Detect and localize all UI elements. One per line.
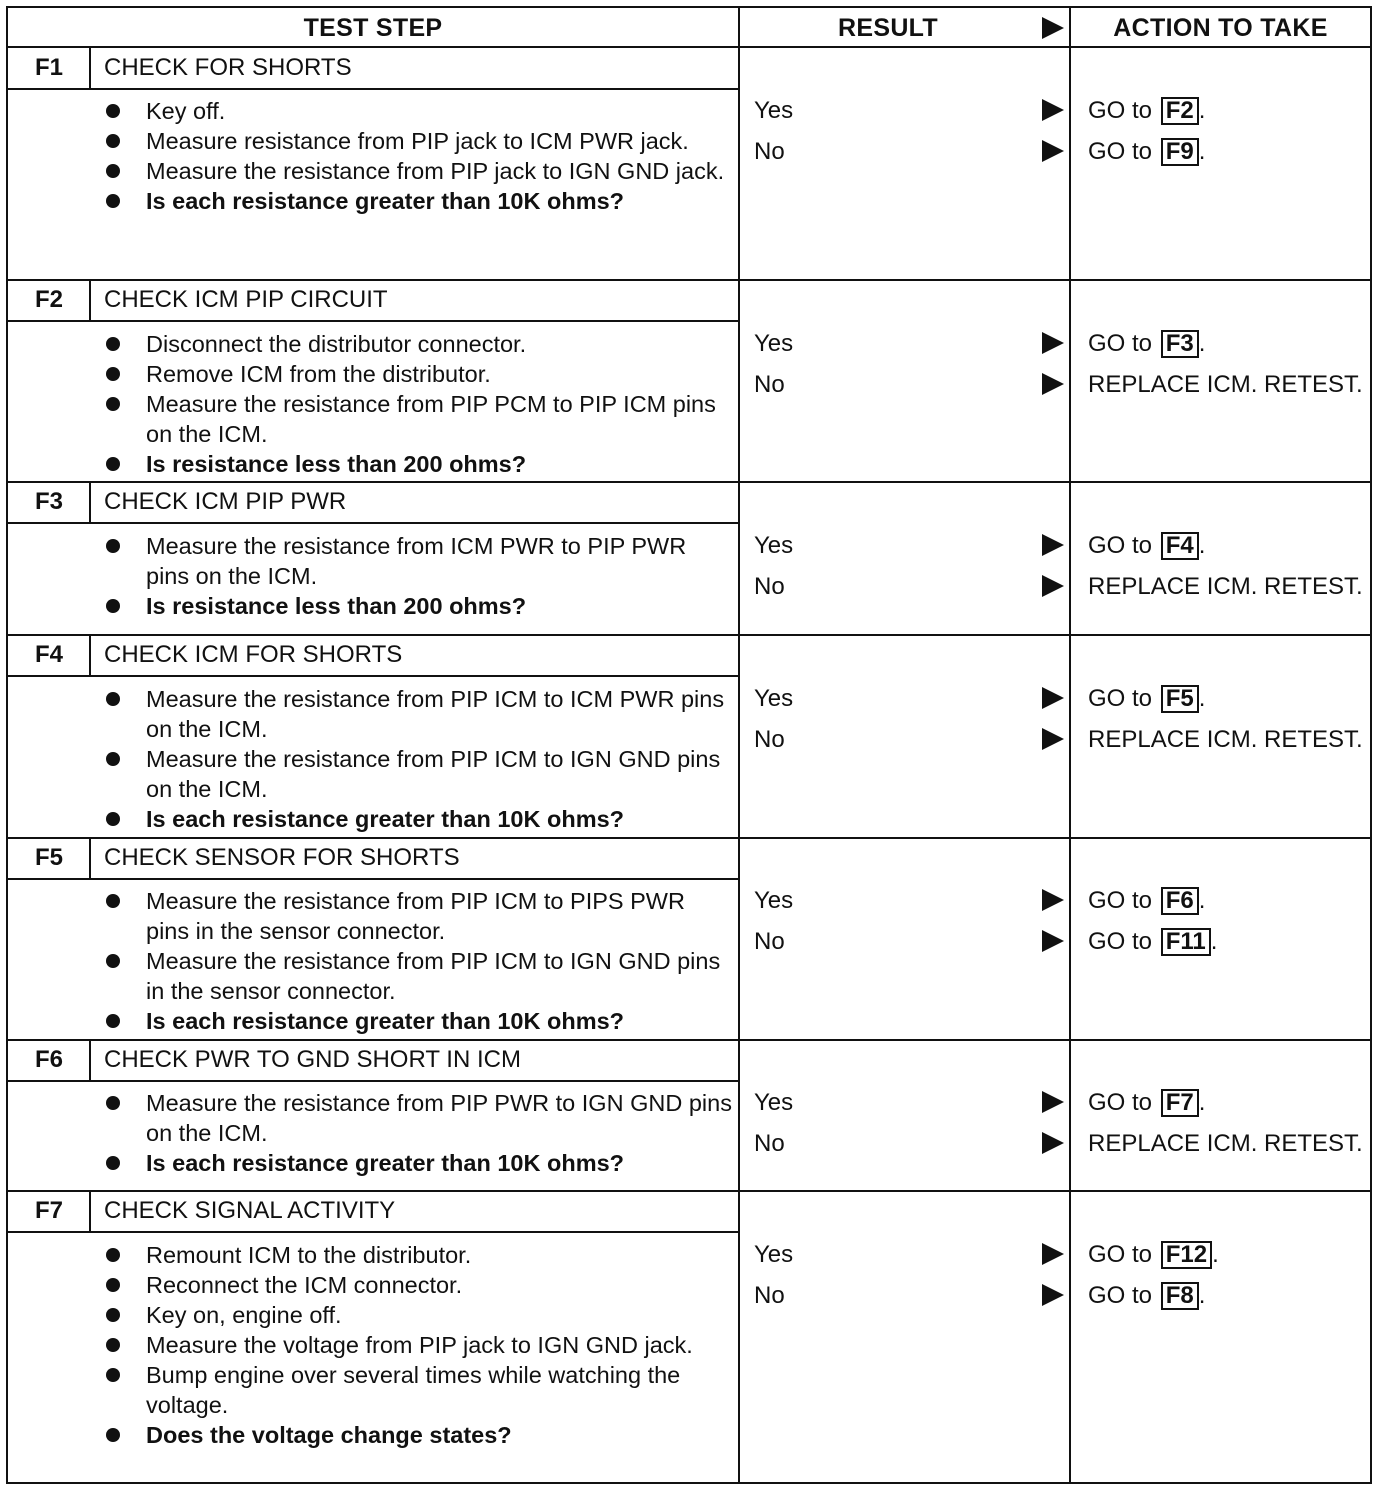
step-reference-link[interactable]: F4: [1161, 532, 1199, 560]
arrow-right-icon: [1042, 728, 1064, 750]
action-goto[interactable]: [1088, 137, 1368, 167]
step-instruction-text: Key off.: [146, 98, 226, 124]
action-replace: [1088, 1129, 1368, 1159]
step-title: CHECK PWR TO GND SHORT IN ICM: [104, 1046, 521, 1073]
step-instruction: [102, 1330, 732, 1360]
action-suffix: .: [1198, 330, 1206, 357]
action-goto[interactable]: [1088, 1088, 1368, 1118]
result-yes: Yes: [754, 1089, 794, 1116]
result-yes: Yes: [754, 1241, 794, 1268]
step-instruction-text: Is resistance less than 200 ohms?: [146, 451, 527, 477]
step-instruction-text: Bump engine over several times while watching the voltage.: [146, 1362, 681, 1418]
action-suffix: .: [1198, 1089, 1206, 1116]
step-instruction-text: Measure the resistance from PIP ICM to PIPS PWR pins in the sensor connector.: [146, 888, 685, 944]
step-checklist: [102, 1088, 732, 1178]
step-instruction-text: Is each resistance greater than 10K ohms?: [146, 1150, 625, 1176]
bullet-icon: [106, 164, 120, 178]
step-title-underline: [6, 320, 739, 322]
step-instruction: [102, 744, 732, 804]
step-reference-link[interactable]: F2: [1161, 97, 1199, 125]
header-result: RESULT: [838, 13, 938, 42]
step-instruction-text: Is each resistance greater than 10K ohms?: [146, 1008, 625, 1034]
step-instruction: [102, 359, 732, 389]
bullet-icon: [106, 457, 120, 471]
step-question: [102, 449, 732, 479]
bullet-icon: [106, 1308, 120, 1322]
bullet-icon: [106, 1428, 120, 1442]
step-checklist: [102, 886, 732, 1036]
action-suffix: .: [1198, 685, 1206, 712]
result-yes: Yes: [754, 330, 794, 357]
arrow-right-icon: [1042, 1243, 1064, 1265]
action-text: REPLACE ICM. RETEST.: [1088, 1130, 1363, 1157]
action-text: GO to: [1088, 928, 1153, 955]
bullet-icon: [106, 1096, 120, 1110]
arrow-right-icon: [1042, 373, 1064, 395]
arrow-right-icon: [1042, 889, 1064, 911]
step-checklist: [102, 531, 732, 621]
step-instruction-text: Measure the voltage from PIP jack to IGN GND jack.: [146, 1332, 693, 1358]
result-no: No: [754, 1130, 785, 1157]
result-no: No: [754, 726, 785, 753]
bullet-icon: [106, 1368, 120, 1382]
step-reference-link[interactable]: F3: [1161, 330, 1199, 358]
step-title: CHECK ICM PIP CIRCUIT: [104, 286, 388, 313]
arrow-right-icon: [1042, 1132, 1064, 1154]
bullet-icon: [106, 1248, 120, 1262]
step-instruction-text: Measure the resistance from PIP ICM to IGN GND pins on the ICM.: [146, 746, 721, 802]
action-goto[interactable]: [1088, 531, 1368, 561]
step-question: [102, 1420, 732, 1450]
step-id: F6: [34, 1046, 63, 1073]
action-replace: [1088, 370, 1368, 400]
step-instruction-text: Remount ICM to the distributor.: [146, 1242, 472, 1268]
action-text: GO to: [1088, 138, 1153, 165]
action-text: REPLACE ICM. RETEST.: [1088, 371, 1363, 398]
bullet-icon: [106, 367, 120, 381]
step-instruction: [102, 886, 732, 946]
step-title-underline: [6, 675, 739, 677]
step-instruction: [102, 156, 732, 186]
step-title: CHECK ICM PIP PWR: [104, 488, 347, 515]
step-title-underline: [6, 878, 739, 880]
column-divider: [1069, 6, 1071, 1484]
bullet-icon: [106, 397, 120, 411]
action-text: GO to: [1088, 97, 1153, 124]
step-question: [102, 591, 732, 621]
action-goto[interactable]: [1088, 96, 1368, 126]
result-no: No: [754, 371, 785, 398]
step-reference-link[interactable]: F9: [1161, 138, 1199, 166]
step-question: [102, 1006, 732, 1036]
arrow-right-icon: [1042, 1091, 1064, 1113]
action-text: GO to: [1088, 685, 1153, 712]
arrow-right-icon: [1042, 140, 1064, 162]
bullet-icon: [106, 1278, 120, 1292]
bullet-icon: [106, 539, 120, 553]
step-instruction-text: Remove ICM from the distributor.: [146, 361, 491, 387]
step-instruction: [102, 1360, 732, 1420]
result-yes: Yes: [754, 532, 794, 559]
action-replace: [1088, 572, 1368, 602]
arrow-right-icon: [1042, 575, 1064, 597]
action-replace: [1088, 725, 1368, 755]
step-instruction-text: Does the voltage change states?: [146, 1422, 512, 1448]
arrow-right-icon: [1042, 332, 1064, 354]
step-instruction-text: Measure resistance from PIP jack to ICM PWR jack.: [146, 128, 689, 154]
action-goto[interactable]: [1088, 1240, 1368, 1270]
step-instruction: [102, 1240, 732, 1270]
step-instruction: [102, 126, 732, 156]
step-title-underline: [6, 1080, 739, 1082]
step-instruction-text: Disconnect the distributor connector.: [146, 331, 527, 357]
step-reference-link[interactable]: F8: [1161, 1282, 1199, 1310]
step-instruction-text: Measure the resistance from PIP PWR to IGN GND pins on the ICM.: [146, 1090, 732, 1146]
step-title-underline: [6, 522, 739, 524]
action-suffix: .: [1210, 928, 1218, 955]
action-suffix: .: [1198, 887, 1206, 914]
column-divider: [738, 6, 740, 1484]
action-goto[interactable]: [1088, 886, 1368, 916]
action-suffix: .: [1198, 138, 1206, 165]
step-instruction-text: Is each resistance greater than 10K ohms?: [146, 188, 625, 214]
bullet-icon: [106, 194, 120, 208]
step-instruction: [102, 1300, 732, 1330]
bullet-icon: [106, 954, 120, 968]
bullet-icon: [106, 599, 120, 613]
arrow-right-icon: [1042, 534, 1064, 556]
result-no: No: [754, 928, 785, 955]
step-id: F3: [34, 488, 63, 515]
step-instruction-text: Key on, engine off.: [146, 1302, 342, 1328]
action-text: GO to: [1088, 532, 1153, 559]
header-arrow-icon: [1042, 17, 1064, 39]
step-instruction-text: Measure the resistance from PIP jack to IGN GND jack.: [146, 158, 725, 184]
bullet-icon: [106, 1014, 120, 1028]
action-text: GO to: [1088, 887, 1153, 914]
step-instruction: [102, 1088, 732, 1148]
step-question: [102, 1148, 732, 1178]
result-yes: Yes: [754, 887, 794, 914]
action-text: GO to: [1088, 1282, 1153, 1309]
action-text: GO to: [1088, 1241, 1153, 1268]
step-instruction-text: Is each resistance greater than 10K ohms?: [146, 806, 625, 832]
bullet-icon: [106, 1338, 120, 1352]
arrow-right-icon: [1042, 687, 1064, 709]
header-action: ACTION TO TAKE: [1113, 13, 1328, 42]
step-question: [102, 186, 732, 216]
step-reference-link[interactable]: F11: [1161, 928, 1211, 956]
step-instruction-text: Reconnect the ICM connector.: [146, 1272, 463, 1298]
step-reference-link[interactable]: F12: [1161, 1241, 1212, 1269]
step-checklist: [102, 329, 732, 479]
step-instruction-text: Measure the resistance from PIP ICM to ICM PWR pins on the ICM.: [146, 686, 725, 742]
bullet-icon: [106, 1156, 120, 1170]
result-yes: Yes: [754, 97, 794, 124]
step-title: CHECK FOR SHORTS: [104, 54, 352, 81]
result-yes: Yes: [754, 685, 794, 712]
step-reference-link[interactable]: F6: [1161, 887, 1199, 915]
action-suffix: .: [1212, 1241, 1219, 1268]
bullet-icon: [106, 894, 120, 908]
step-instruction: [102, 389, 732, 449]
step-id: F1: [34, 54, 63, 81]
header-test-step: TEST STEP: [303, 13, 443, 42]
action-goto[interactable]: [1088, 684, 1368, 714]
step-title-underline: [6, 1231, 739, 1233]
step-id: F7: [34, 1197, 63, 1224]
step-instruction-text: Is resistance less than 200 ohms?: [146, 593, 527, 619]
action-text: REPLACE ICM. RETEST.: [1088, 726, 1363, 753]
step-instruction: [102, 946, 732, 1006]
step-instruction: [102, 329, 732, 359]
bullet-icon: [106, 104, 120, 118]
action-suffix: .: [1198, 1282, 1206, 1309]
step-instruction: [102, 531, 732, 591]
step-instruction-text: Measure the resistance from PIP PCM to PIP ICM pins on the ICM.: [146, 391, 716, 447]
step-title-underline: [6, 88, 739, 90]
step-instruction: [102, 684, 732, 744]
step-instruction-text: Measure the resistance from ICM PWR to PIP PWR pins on the ICM.: [146, 533, 687, 589]
action-goto[interactable]: [1088, 927, 1368, 957]
action-text: GO to: [1088, 1089, 1153, 1116]
step-id: F4: [34, 641, 63, 668]
bullet-icon: [106, 134, 120, 148]
action-text: GO to: [1088, 330, 1153, 357]
step-instruction: [102, 1270, 732, 1300]
action-suffix: .: [1198, 97, 1206, 124]
action-goto[interactable]: [1088, 329, 1368, 359]
bullet-icon: [106, 337, 120, 351]
step-title: CHECK SENSOR FOR SHORTS: [104, 844, 460, 871]
step-id: F5: [34, 844, 63, 871]
bullet-icon: [106, 812, 120, 826]
step-reference-link[interactable]: F5: [1161, 685, 1199, 713]
result-no: No: [754, 138, 785, 165]
step-checklist: [102, 96, 732, 216]
action-text: REPLACE ICM. RETEST.: [1088, 573, 1363, 600]
step-title: CHECK ICM FOR SHORTS: [104, 641, 403, 668]
result-no: No: [754, 1282, 785, 1309]
step-checklist: [102, 1240, 732, 1450]
arrow-right-icon: [1042, 99, 1064, 121]
action-suffix: .: [1198, 532, 1206, 559]
arrow-right-icon: [1042, 930, 1064, 952]
arrow-right-icon: [1042, 1284, 1064, 1306]
result-no: No: [754, 573, 785, 600]
step-question: [102, 804, 732, 834]
step-title: CHECK SIGNAL ACTIVITY: [104, 1197, 396, 1224]
step-instruction-text: Measure the resistance from PIP ICM to IGN GND pins in the sensor connector.: [146, 948, 721, 1004]
action-goto[interactable]: [1088, 1281, 1368, 1311]
step-checklist: [102, 684, 732, 834]
step-reference-link[interactable]: F7: [1161, 1089, 1199, 1117]
step-instruction: [102, 96, 732, 126]
bullet-icon: [106, 692, 120, 706]
step-id: F2: [34, 286, 63, 313]
bullet-icon: [106, 752, 120, 766]
